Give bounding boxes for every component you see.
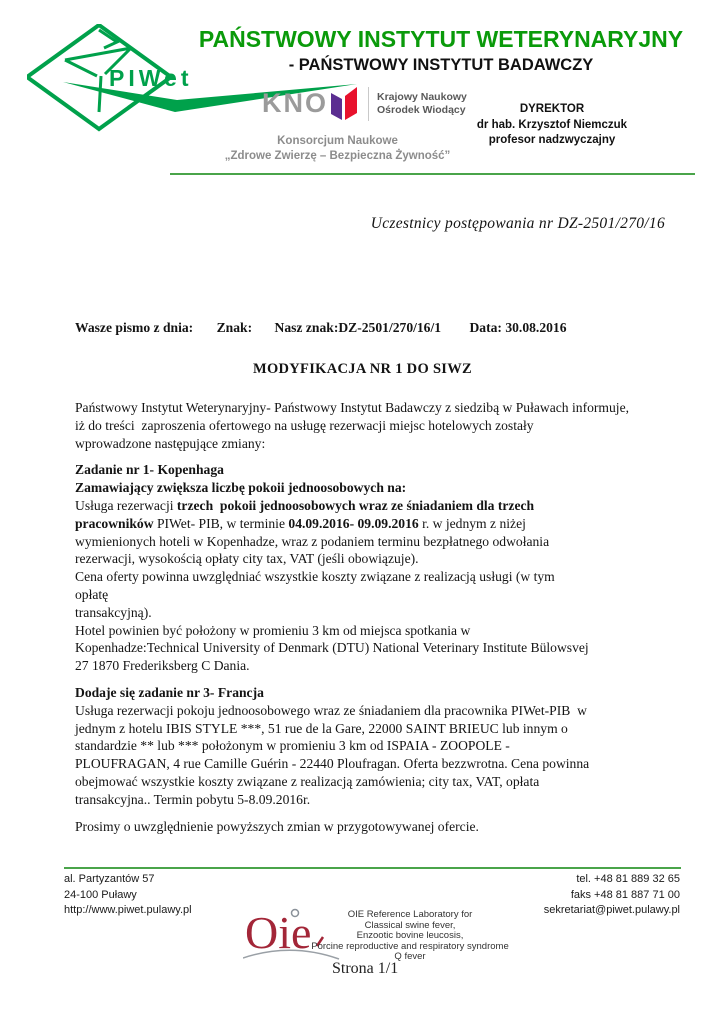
org-title-line1: PAŃSTWOWY INSTYTUT WETERYNARYJNY [198, 26, 684, 52]
oie-line: Enzootic bovine leucosis, [356, 930, 464, 942]
body-line [75, 818, 663, 836]
know-caption-line2: Ośrodek Wiodący [377, 103, 466, 116]
body-line [75, 586, 663, 604]
header-rule [170, 173, 695, 175]
body-run: standardzie ** lub *** położonym w promieniu 3 km od ISPAIA - ZOOPOLE - [75, 738, 510, 754]
oie-reference-text [295, 910, 525, 963]
phone-number: tel. +48 81 889 32 65 [576, 873, 680, 885]
body-run: r. w jednym z niżej [418, 515, 526, 531]
svg-text:Oie: Oie [245, 907, 312, 958]
director-position: profesor nadzwyczajny [488, 134, 616, 146]
body-line [75, 773, 663, 791]
body-line [75, 639, 663, 657]
body-line [75, 702, 663, 720]
body-line [75, 657, 663, 675]
director-title: DYREKTOR [519, 103, 585, 115]
body-run: PLOUFRAGAN, 4 rue Camille Guérin - 22440 Ploufragan. Oferta bezzwrotna. Cena powinna [75, 756, 590, 772]
body-run: PIWet- PIB, w terminie [153, 515, 289, 531]
body-line [75, 399, 663, 417]
body-line [75, 461, 663, 479]
body-line [75, 568, 663, 586]
letter-date: Data: 30.08.2016 [469, 320, 567, 335]
know-logo [262, 86, 467, 121]
body-run-bold: Zadanie nr 1- Kopenhaga [75, 462, 224, 478]
body-run: 27 1870 Frederiksberg C Dania. [75, 658, 250, 674]
our-reference: Nasz znak:DZ-2501/270/16/1 [274, 320, 442, 335]
footer-contact [544, 872, 680, 919]
document-title: MODYFIKACJA NR 1 DO SIWZ [252, 361, 473, 377]
body-line [75, 417, 663, 435]
body-line [75, 533, 663, 551]
body-run: Państwowy Instytut Weterynaryjny- Państwowy Instytut Badawczy z siedzibą w Puławach informuje, [75, 400, 629, 415]
know-book-icon [330, 86, 358, 121]
body-run: Usługa rezerwacji [75, 497, 177, 513]
address-line1: al. Partyzantów 57 [64, 873, 155, 885]
body-line [75, 720, 663, 738]
body-text [75, 399, 663, 835]
footer-rule [64, 867, 681, 869]
body-run: Usługa rezerwacji pokoju jednoosobowego wraz ze śniadaniem dla pracownika PIWet-PIB w [75, 702, 587, 718]
body-run: opłatę [75, 586, 109, 602]
body-line [75, 550, 663, 568]
body-line [75, 737, 663, 755]
znak-label: Znak: [216, 320, 253, 335]
director-block [452, 102, 652, 149]
body-line [75, 622, 663, 640]
body-line [75, 684, 663, 702]
website-url: http://www.piwet.pulawy.pl [64, 904, 192, 916]
body-blank-line [75, 452, 663, 461]
page-number: Strona 1/1 [332, 960, 399, 977]
org-title-line2: - PAŃSTWOWY INSTYTUT BADAWCZY [288, 56, 594, 74]
director-name: dr hab. Krzysztof Niemczuk [476, 118, 628, 131]
body-run: transakcyjna.. Termin pobytu 5-8.09.2016r. [75, 791, 311, 807]
oie-line: Classical swine fever, [364, 919, 456, 931]
reference-row [75, 320, 567, 336]
body-run-bold: 04.09.2016- 09.09.2016 [288, 515, 419, 531]
oie-line: Q fever [394, 951, 426, 963]
body-run: wymienionych hoteli w Kopenhadze, wraz z podaniem terminu bezpłatnego odwołania [75, 533, 550, 549]
body-run: Kopenhadze:Technical University of Denmark (DTU) National Veterinary Institute Bülowsvej [75, 640, 589, 656]
body-run: obejmować wszystkie koszty związane z realizacją zamówienia; city tax, VAT, opłata [75, 773, 540, 789]
footer-address [64, 872, 192, 919]
address-line2: 24-100 Puławy [64, 888, 137, 901]
body-run: Prosimy o uwzględnienie powyższych zmian w przygotowywanej ofercie. [75, 818, 479, 834]
consortium-line1: Konsorcjum Naukowe [277, 135, 398, 147]
know-caption-line1: Krajowy Naukowy [377, 90, 467, 103]
body-run: iż do treści zaproszenia ofertowego na usługę rezerwacji miejsc hotelowych zostały [75, 417, 534, 433]
body-blank-line [75, 809, 663, 818]
body-run-bold: pracowników [75, 515, 154, 531]
recipient-line: Uczestnicy postępowania nr DZ-2501/270/16 [370, 215, 665, 232]
svg-text:PIWet: PIWet [109, 65, 193, 91]
body-run-bold: Dodaje się zadanie nr 3- Francja [75, 684, 264, 700]
email-address: sekretariat@piwet.pulawy.pl [543, 904, 680, 916]
body-run-bold: Zamawiający zwiększa liczbę pokoii jednoosobowych na: [75, 480, 407, 496]
oie-line: Porcine reproductive and respiratory syndrome [311, 940, 509, 952]
org-title [185, 26, 697, 75]
body-run: wprowadzone następujące zmiany: [75, 435, 266, 451]
body-line [75, 479, 663, 497]
body-run: transakcyjną). [75, 604, 152, 620]
body-run: Hotel powinien być położony w promieniu 3 km od miejsca spotkania w [75, 622, 471, 638]
body-line [75, 435, 663, 453]
body-line [75, 755, 663, 773]
know-acronym: KNO [262, 88, 328, 118]
your-letter-label: Wasze pismo z dnia: [75, 320, 194, 335]
body-line [75, 497, 663, 515]
body-blank-line [75, 675, 663, 684]
body-line [75, 791, 663, 809]
know-divider [368, 87, 369, 121]
oie-line: OIE Reference Laboratory for [347, 909, 473, 920]
body-line [75, 515, 663, 533]
body-run: Cena oferty powinna uwzględniać wszystkie koszty związane z realizacją usługi (w tym [75, 569, 555, 585]
body-run-bold: trzech pokoii jednoosobowych wraz ze śniadaniem dla trzech [176, 497, 535, 513]
consortium-block [215, 134, 460, 164]
consortium-line2: „Zdrowe Zwierzę – Bezpieczna Żywność” [224, 150, 451, 162]
body-line [75, 604, 663, 622]
fax-number: faks +48 81 887 71 00 [570, 888, 680, 901]
body-run: jednym z hotelu IBIS STYLE ***, 51 rue de la Gare, 22000 SAINT BRIEUC lub innym o [75, 720, 568, 736]
body-run: rezerwacji, wysokością opłaty city tax, VAT (jeśli obowiązuje). [75, 551, 419, 567]
